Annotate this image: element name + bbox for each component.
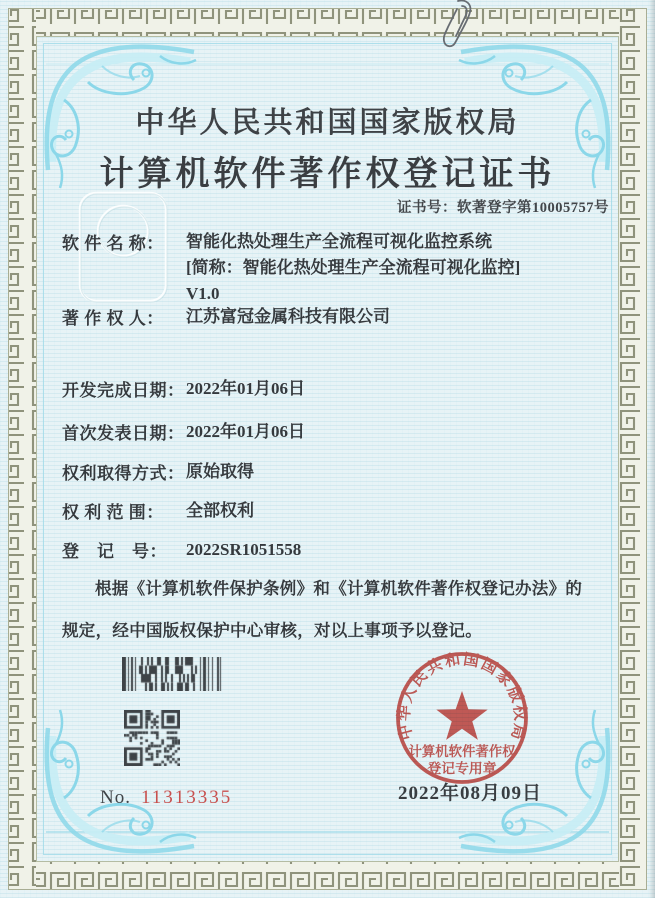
official-seal (392, 648, 532, 788)
field-label: 著 作 权 人： (62, 309, 164, 328)
field-value: 2022SR1051558 (186, 540, 302, 559)
seal-text-line2: 登记专用章 (427, 761, 497, 776)
field-label: 开发完成日期： (62, 381, 185, 400)
pdf417-barcode (122, 657, 222, 691)
serial-prefix: No. (100, 787, 131, 808)
serial-number (100, 787, 232, 809)
serial-value: 11313335 (140, 787, 233, 808)
field-value: 2022年01月06日 (186, 379, 305, 398)
field-value: 全部权利 (186, 501, 254, 520)
qr-code (124, 710, 180, 766)
field-dev-complete-date (62, 376, 305, 402)
field-rights-acquire-method (62, 459, 254, 485)
field-value: 江苏富冠金属科技有限公司 (186, 307, 390, 326)
field-value: 原始取得 (186, 462, 254, 481)
field-label: 权 利 范 围： (62, 503, 164, 522)
field-value (186, 229, 520, 307)
field-label: 权利取得方式： (62, 464, 185, 483)
software-name-line2: [简称：智能化热处理生产全流程可视化监控] (186, 258, 521, 277)
issuer-title: 中华人民共和国国家版权局 (135, 107, 520, 139)
certificate-number-label: 证书号： (397, 200, 457, 216)
registration-statement (62, 576, 614, 644)
software-name-line3: V1.0 (186, 284, 220, 303)
statement-line1: 根据《计算机软件保护条例》和《计算机软件著作权登记办法》的 (95, 579, 583, 598)
seal-text-line1: 计算机软件著作权 (408, 744, 516, 759)
seal-ring-text: 中华人民共和国国家版权局 (395, 651, 529, 742)
field-value: 2022年01月06日 (186, 422, 305, 441)
certificate-number (397, 196, 609, 217)
software-name-line1: 智能化热处理生产全流程可视化监控系统 (186, 232, 492, 251)
issue-date: 2022年08月09日 (398, 783, 543, 804)
certificate-number-value: 软著登字第10005757号 (457, 200, 609, 216)
field-software-name (62, 229, 520, 307)
star-icon (436, 691, 487, 740)
field-first-publish-date (62, 419, 305, 445)
field-registration-no (62, 537, 301, 563)
field-label: 登 记 号： (62, 542, 167, 561)
field-label: 软 件 名 称： (62, 234, 164, 253)
field-copyright-owner (62, 304, 390, 330)
field-rights-scope (62, 498, 254, 524)
certificate-title: 计算机软件著作权登记证书 (99, 156, 556, 193)
field-label: 首次发表日期： (62, 424, 185, 443)
statement-line2: 规定，经中国版权保护中心审核，对以上事项予以登记。 (62, 621, 482, 640)
